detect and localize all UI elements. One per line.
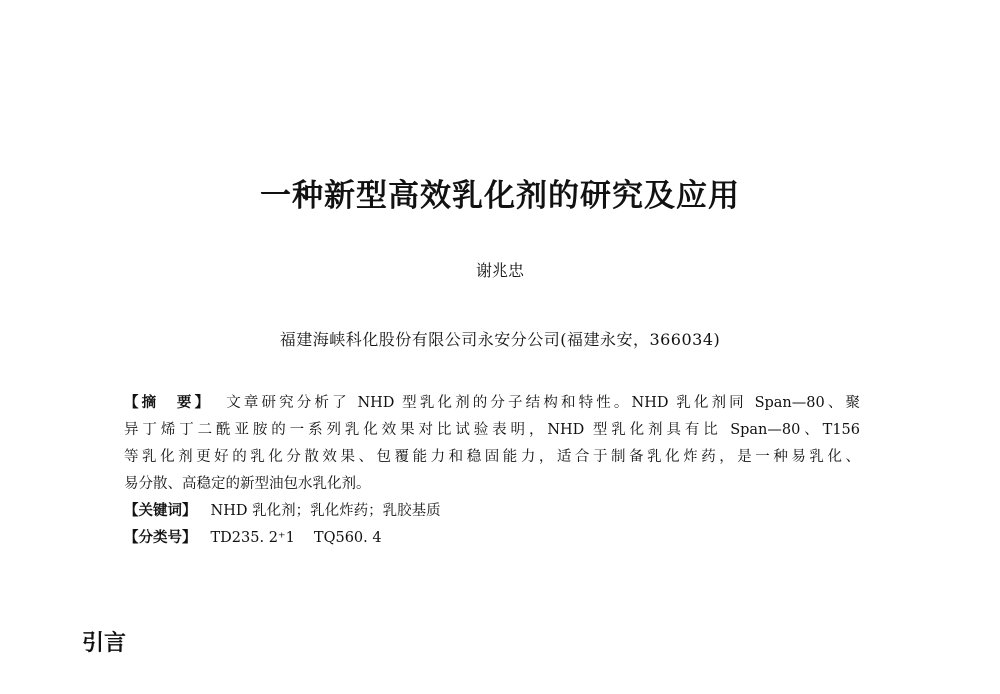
author-name: 谢兆忠 [475,261,524,280]
keywords-label: 【关键词】 [124,503,197,519]
abstract-line-4: 易分散、高稳定的新型油包水乳化剂。 [124,476,371,492]
abstract-line-2: 异丁烯丁二酰亚胺的一系列乳化效果对比试验表明，NHD 型乳化剂具有比 Span—80、T156 [124,422,860,438]
keywords-line [124,498,860,525]
section-heading-introduction: 引言 [82,631,127,656]
abstract-label: 【摘 要】 [124,395,213,411]
classification-text: TD235. 2⁺1 TQ560. 4 [210,530,382,546]
abstract-line-3: 等乳化剂更好的乳化分散效果、包覆能力和稳固能力，适合于制备乳化炸药，是一种易乳化、 [124,449,860,465]
paper-title: 一种新型高效乳化剂的研究及应用 [260,178,740,214]
keywords-text: NHD 乳化剂；乳化炸药；乳胶基质 [210,503,441,519]
abstract-line-1 [124,390,860,417]
author-affiliation: 福建海峡科化股份有限公司永安分公司(福建永安，366034) [279,330,721,349]
abstract-block [124,390,860,552]
abstract-text-1: 文章研究分析了 NHD 型乳化剂的分子结构和特性。NHD 乳化剂同 Span—80、聚 [226,395,861,411]
classification-line [124,525,860,552]
classification-label: 【分类号】 [124,530,197,546]
